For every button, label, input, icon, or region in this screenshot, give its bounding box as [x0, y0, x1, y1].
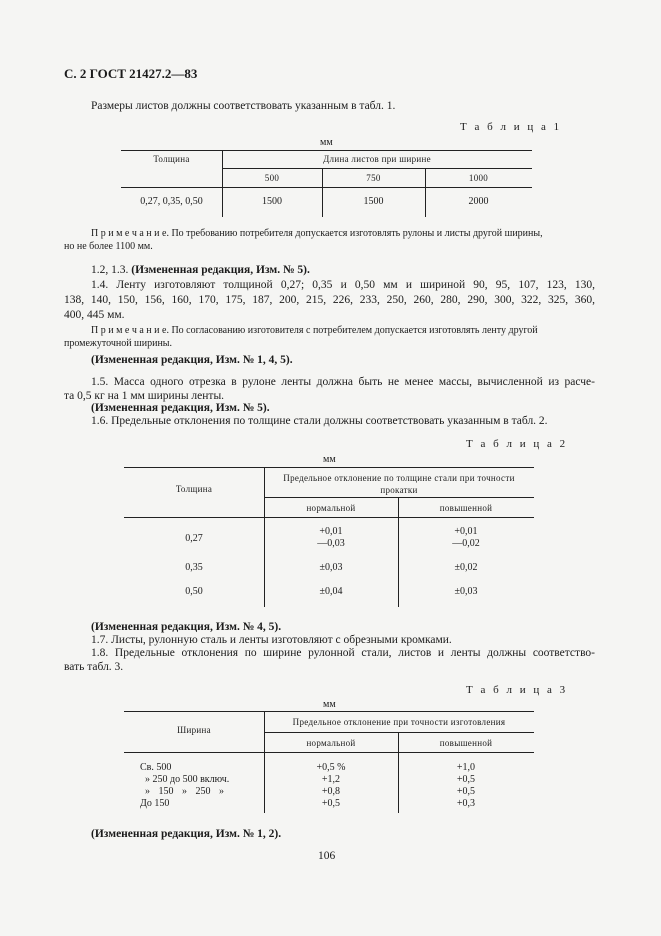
table-3-row-high: +0,5 [456, 774, 476, 785]
table-3-top-rule [124, 711, 534, 712]
table-3-row-width: » 150 » 250 » [145, 786, 224, 797]
table-2-normal-header: нормальной [306, 503, 356, 513]
table-3-row-width: » 250 до 500 включ. [145, 774, 230, 785]
table-3-caption: Т а б л и ц а 3 [466, 684, 568, 696]
table-3-high-header: повышенной [439, 738, 493, 748]
table-2-high-header: повышенной [439, 503, 493, 513]
table-2-row-high: ±0,03 [454, 586, 478, 597]
table-3-row-high: +1,0 [456, 762, 476, 773]
paragraph-1-8-line1: 1.8. Предельные отклонения по ширине рулонной стали, листов и ленты должны соответство- [91, 647, 595, 659]
note-2-line1 [91, 324, 538, 337]
paragraph-1-6: 1.6. Предельные отклонения по толщине стали должны соответствовать указанным в табл. 2. [91, 415, 548, 427]
table-2-thickness-header: Толщина [175, 484, 213, 494]
intro-text: Размеры листов должны соответствовать указанным в табл. 1. [91, 100, 396, 112]
table-1-caption: Т а б л и ц а 1 [460, 121, 562, 133]
table-2-header-rule [124, 517, 534, 518]
table-3-sub-rule [264, 732, 534, 733]
paragraph-1-2-number: 1.2, 1.3. [91, 264, 129, 276]
paragraph-1-5-line2: та 0,5 кг на 1 мм ширины ленты. [64, 390, 225, 402]
table-1-row-thickness: 0,27, 0,35, 0,50 [140, 196, 203, 207]
table-1-width-750: 750 [366, 173, 381, 183]
table-2-row-thickness: 0,27 [185, 533, 203, 544]
paragraph-1-4-line2: 138, 140, 150, 156, 160, 170, 175, 187, 200, 215, 226, 233, 250, 260, 280, 290, 300, 322, 325, 360, [64, 294, 595, 306]
paragraph-1-7: 1.7. Листы, рулонную сталь и ленты изготовляют с обрезными кромками. [91, 634, 452, 646]
table-3-header-rule [124, 752, 534, 753]
paragraph-1-8-line2: вать табл. 3. [64, 661, 124, 673]
paragraph-1-4-line3: 400, 445 мм. [64, 309, 125, 321]
amendment-3: (Измененная редакция, Изм. № 4, 5). [91, 621, 282, 633]
amendment-1: (Измененная редакция, Изм. № 1, 4, 5). [91, 354, 293, 366]
table-3-row-width: Св. 500 [140, 762, 172, 773]
table-1-header-rule [121, 187, 532, 188]
paragraph-1-2 [91, 262, 310, 278]
table-2-row-high: ±0,02 [454, 562, 478, 573]
table-2-row-thickness: 0,35 [185, 562, 203, 573]
paragraph-1-5-line1: 1.5. Масса одного отрезка в рулоне ленты должна быть не менее массы, вычисленной из расче- [91, 376, 595, 388]
note-1-label: П р и м е ч а н и е. [91, 228, 169, 239]
note-1-text: По требованию потребителя допускается изготовлять рулоны и листы другой ширины, [168, 228, 543, 239]
note-2-label: П р и м е ч а н и е. [91, 325, 169, 336]
table-2-caption: Т а б л и ц а 2 [466, 438, 568, 450]
paragraph-1-2-amendment: (Измененная редакция, Изм. № 5). [131, 264, 310, 276]
note-2-line2: промежуточной ширины. [64, 338, 173, 349]
table-2-row-normal: ±0,04 [319, 586, 343, 597]
note-1-line1 [91, 227, 543, 240]
paragraph-1-4-line1: 1.4. Ленту изготовляют толщиной 0,27; 0,35 и 0,50 мм и шириной 90, 95, 107, 123, 130, [91, 279, 595, 291]
page-header: С. 2 ГОСТ 21427.2—83 [64, 66, 198, 81]
table-3-deviation-header: Предельное отклонение при точности изготовления [292, 717, 506, 727]
table-3-width-header: Ширина [177, 725, 211, 735]
table-1-thickness-header: Толщина [153, 154, 190, 164]
table-3-row-width: До 150 [140, 798, 170, 809]
table-2-row-high: +0,01 [454, 526, 478, 537]
table-2-top-rule [124, 467, 534, 468]
table-2-deviation-header-line2: прокатки [380, 485, 418, 495]
amendment-4: (Измененная редакция, Изм. № 1, 2). [91, 828, 282, 840]
note-1-line2: но не более 1100 мм. [64, 241, 153, 252]
table-3-row-high: +0,3 [456, 798, 476, 809]
table-2-row-normal: +0,01 [319, 526, 343, 537]
table-3-unit: мм [323, 699, 336, 710]
table-1-top-rule [121, 150, 532, 151]
table-2-row-thickness: 0,50 [185, 586, 203, 597]
table-2-row-high: —0,02 [452, 538, 480, 549]
table-1-width-1000: 1000 [468, 173, 489, 183]
table-2-unit: мм [323, 454, 336, 465]
table-3-row-normal: +0,5 [321, 798, 341, 809]
table-3-row-normal: +0,8 [321, 786, 341, 797]
table-1-width-500: 500 [264, 173, 280, 183]
table-1-row-value: 1500 [262, 196, 282, 207]
table-2-row-normal: ±0,03 [319, 562, 343, 573]
table-1-length-header: Длина листов при ширине [323, 154, 431, 164]
table-3-row-normal: +0,5 % [316, 762, 346, 773]
page-number: 106 [318, 850, 336, 862]
table-2-deviation-header-line1: Предельное отклонение по толщине стали при точности [283, 473, 515, 483]
note-2-text: По согласованию изготовителя с потребителем допускается изготовлять ленту другой [168, 325, 538, 336]
table-1-row-value: 1500 [363, 196, 384, 207]
table-2-row-normal: —0,03 [317, 538, 345, 549]
table-3-normal-header: нормальной [306, 738, 356, 748]
amendment-2: (Измененная редакция, Изм. № 5). [91, 402, 270, 414]
table-1-unit: мм [320, 137, 333, 148]
table-3-row-normal: +1,2 [321, 774, 341, 785]
table-2-sub-rule [264, 497, 534, 498]
table-1-row-value: 2000 [468, 196, 489, 207]
table-1-sub-rule [222, 168, 532, 169]
table-3-row-high: +0,5 [456, 786, 476, 797]
